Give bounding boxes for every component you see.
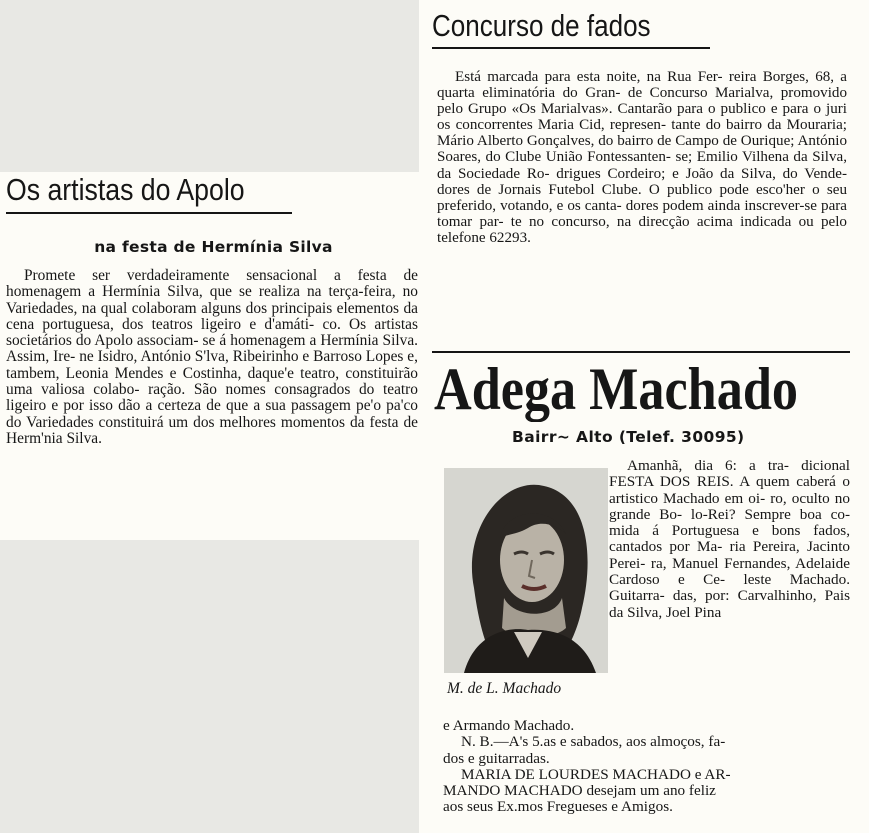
fados-line: António Soares, do Clube União Fontessanten- (437, 133, 847, 166)
apolo-line: festa de homenagem a Hermínia Silva, que se (6, 267, 418, 301)
apolo-line: ração. São nomes consagrados do teatro ligeiro (6, 381, 418, 415)
portrait-photo (444, 468, 608, 673)
fados-line: reira Borges, 68, a quarta eliminatória do Gran- (437, 69, 847, 102)
adega-column-line: artistico Machado em oi- (609, 489, 766, 507)
apolo-article-subtitle: na festa de Hermínia Silva (94, 238, 333, 256)
apolo-line: co. Os artistas societários do Apolo associam- (6, 315, 418, 350)
apolo-line: Lopes e, tambem, Leonia Mendes e Costinha, (6, 348, 418, 382)
fados-article-body (437, 69, 847, 246)
apolo-line: realiza na terça-feira, no Variedades, na qual (6, 283, 418, 317)
portrait-caption: M. de L. Machado (447, 680, 562, 697)
adega-column-line: ra, Manuel Fernandes, (650, 554, 791, 572)
apolo-line: se á homenagem a Hermínia Silva. Assim, Ire- (6, 332, 419, 366)
adega-column-line: dicional FESTA DOS (609, 457, 851, 491)
adega-tail-line: aos seus Ex.mos Fregueses e Amigos. (443, 798, 673, 816)
adega-column-line: ria Pereira, Jacinto Perei- (609, 538, 851, 572)
fados-article-title: Concurso de fados (432, 8, 651, 43)
fados-line: tante do bairro da Mouraria; Mário Alberto (437, 117, 847, 150)
adega-column-line: mida á Portuguesa e bons (609, 522, 801, 540)
adega-column-line: Amanhã, dia 6: a tra- (627, 457, 789, 474)
adega-tail-line: MANDO MACHADO desejam um ano feliz (443, 782, 716, 800)
fados-line: drigues Cordeiro; e João da Silva, do Vende- (556, 165, 847, 182)
column-gutter (419, 0, 428, 833)
apolo-line: melhores momentos da festa de Herm'nia Silva. (6, 413, 418, 447)
apolo-line: ne Isidro, António S'lva, Ribeirinho e Barroso (79, 348, 362, 366)
apolo-article-title: Os artistas do Apolo (6, 172, 245, 207)
adega-ad-title: Adega Machado (434, 356, 798, 422)
apolo-line: cena portuguesa, dos teatros ligeiro e d'amáti- (6, 315, 315, 333)
fados-line: se; Emilio Vilhena da Silva, da Sociedade Ro- (437, 149, 847, 182)
apolo-line: e por isso dão a certeza de que a sua passagem (51, 397, 351, 415)
apolo-line: colaboram alguns dos principais elementos da (131, 299, 418, 317)
fados-line: Gonçalves, do bairro de Campo de Ourique; (526, 133, 795, 150)
fados-line: dores podem ainda inscrever-se para tomar par- (437, 197, 847, 230)
adega-column-line: lo-Rei? Sempre boa co- (690, 505, 851, 523)
adega-tail-line: N. B.—A's 5.as e sabados, aos almoços, fa- (461, 733, 726, 751)
adega-ad-subtitle: Bairr~ Alto (Telef. 30095) (512, 428, 745, 446)
adega-column-line: fados, cantados por Ma- (609, 522, 850, 556)
apolo-line: pe'o pa'co do Variedades constituirá um dos (6, 397, 419, 431)
fados-line: te no concurso, na direcção acima indicada ou (510, 213, 814, 230)
fados-line: pelo telefone 62293. (437, 213, 847, 246)
fados-line: «Os Marialvas». Cantarão para o publico e (511, 101, 778, 118)
adega-tail-line: dos e guitarradas. (443, 749, 550, 767)
fados-line: de Concurso Marialva, promovido pelo Grupo (437, 85, 847, 118)
adega-ad-tail-text (443, 718, 850, 816)
adega-tail-line: e Armando Machado. (443, 717, 575, 734)
adega-column-line: leste Machado. Guitarra- (609, 571, 850, 605)
adega-tail-line: MARIA DE LOURDES MACHADO e AR- (461, 765, 731, 783)
adega-ad-column-text (609, 458, 850, 621)
fados-line: Está marcada para esta noite, na Rua Fer- (455, 69, 723, 85)
apolo-line: Promete ser verdadeiramente sensacional a (24, 267, 341, 284)
apolo-article-body (6, 268, 418, 447)
adega-column-line: Adelaide Cardoso e Ce- (609, 554, 850, 589)
fados-line: dores de Jornais Futebol Clube. O publico pode (437, 181, 749, 198)
adega-column-line: REIS. A quem caberá o (696, 473, 851, 491)
portrait-illustration (444, 468, 608, 673)
adega-column-line: Pais da Silva, Joel Pina (609, 587, 850, 621)
adega-column-line: das, por: Carvalhinho, (672, 587, 817, 605)
apolo-line: daque'e teatro, constituirão uma valiosa colabo- (6, 364, 418, 399)
fados-line: esco'her o seu preferido, votando, e os canta- (437, 181, 847, 214)
fados-title-rule (432, 47, 710, 49)
apolo-title-rule (6, 212, 292, 214)
fados-line: para o juri os concorrentes Maria Cid, represen- (437, 101, 847, 134)
section-divider (432, 351, 850, 353)
adega-column-line: ro, oculto no grande Bo- (609, 489, 850, 523)
